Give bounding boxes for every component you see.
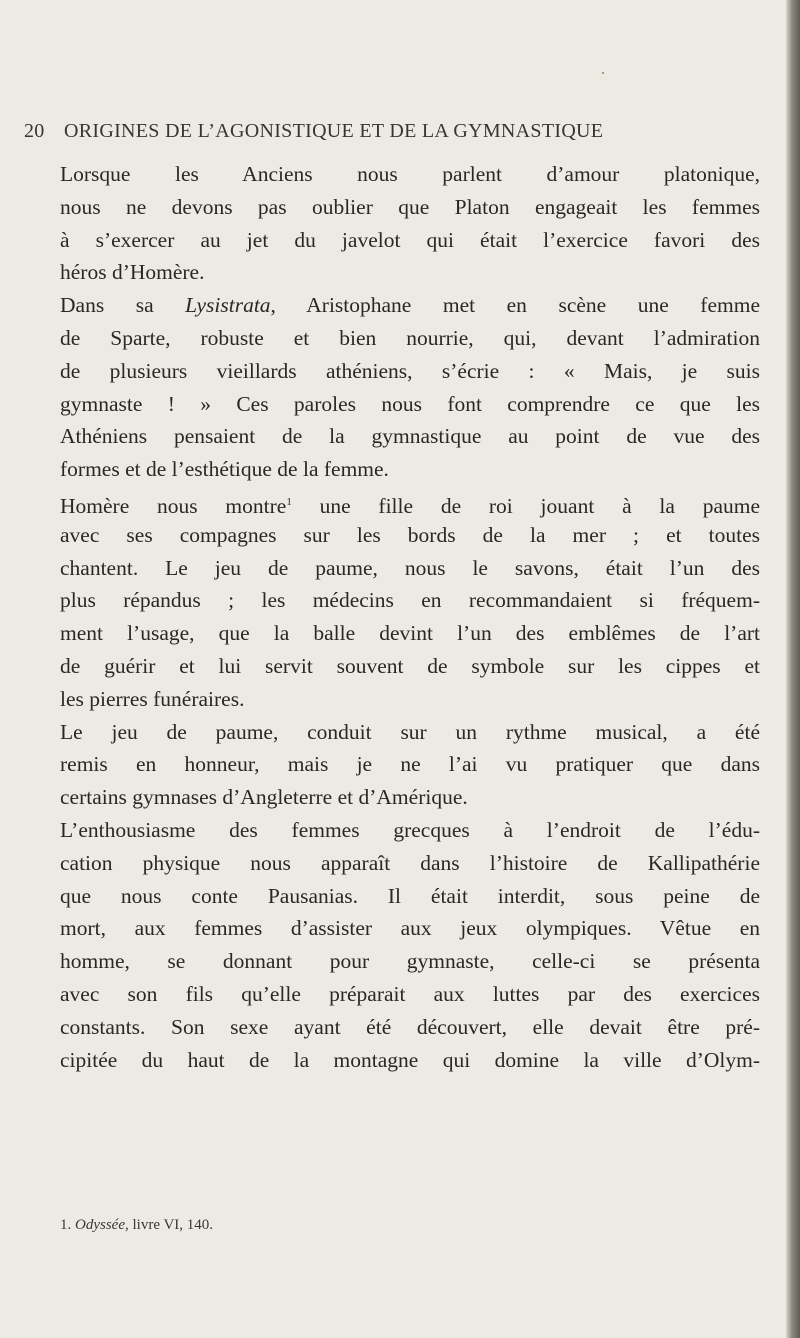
page-edge-shadow: [786, 0, 800, 1338]
text-line: cation physique nous apparaît dans l’histoire de Kallipathérie: [60, 850, 760, 875]
text-line: avec ses compagnes sur les bords de la mer ; et toutes: [60, 522, 760, 547]
text-fragment: Homère nous montre: [60, 494, 287, 519]
text-line: remis en honneur, mais je ne l’ai vu pratiquer que dans: [60, 752, 760, 777]
text-line: de guérir et lui servit souvent de symbole sur les cippes et: [60, 653, 760, 678]
text-line: à s’exercer au jet du javelot qui était l’exercice favori des: [60, 227, 760, 252]
footnote-marker: 1: [286, 495, 292, 508]
text-line: ment l’usage, que la balle devint l’un des emblêmes de l’art: [60, 621, 760, 646]
text-line: de plusieurs vieillards athéniens, s’écrie : « Mais, je suis: [60, 358, 760, 383]
footnote-number: 1.: [60, 1217, 72, 1233]
text-line: certains gymnases d’Angleterre et d’Amérique.: [60, 785, 468, 810]
text-line: L’enthousiasme des femmes grecques à l’endroit de l’édu-: [60, 817, 760, 842]
text-line: que nous conte Pausanias. Il était interdit, sous peine de: [60, 883, 760, 908]
text-line: Le jeu de paume, conduit sur un rythme musical, a été: [60, 719, 760, 744]
page-number: 20: [24, 120, 45, 142]
text-line: gymnaste ! » Ces paroles nous font comprendre ce que les: [60, 391, 760, 416]
footnote-text: , livre VI, 140.: [124, 1217, 214, 1233]
text-fragment: Dans sa: [60, 293, 154, 318]
footnote: [60, 1217, 213, 1234]
text-line: [60, 486, 760, 519]
running-title: ORIGINES DE L’AGONISTIQUE ET DE LA GYMNASTIQUE: [64, 120, 604, 142]
text-line: formes et de l’esthétique de la femme.: [60, 457, 389, 482]
text-line: homme, se donnant pour gymnaste, celle-ci se présenta: [60, 949, 760, 974]
text-line: les pierres funéraires.: [60, 686, 245, 711]
text-line: plus répandus ; les médecins en recommandaient si fréquem-: [60, 588, 760, 613]
footnote-title: Odyssée: [75, 1217, 125, 1233]
text-fragment: , Aristophane met en scène une femme: [270, 293, 760, 318]
text-line: Athéniens pensaient de la gymnastique au point de vue des: [60, 424, 760, 449]
text-line: avec son fils qu’elle préparait aux luttes par des exercices: [60, 981, 760, 1006]
text-line: Lorsque les Anciens nous parlent d’amour platonique,: [60, 162, 760, 186]
running-head: [24, 120, 724, 150]
text-line: cipitée du haut de la montagne qui domine la ville d’Olym-: [60, 1047, 760, 1072]
text-line: héros d’Homère.: [60, 260, 205, 285]
text-line: chantent. Le jeu de paume, nous le savons, était l’un des: [60, 555, 760, 580]
text-line: de Sparte, robuste et bien nourrie, qui, devant l’admiration: [60, 325, 760, 350]
work-title: Lysistrata: [185, 293, 271, 318]
paper-speck: [602, 72, 604, 74]
text-line: constants. Son sexe ayant été découvert, elle devait être pré-: [60, 1014, 760, 1039]
text-line: nous ne devons pas oublier que Platon engageait les femmes: [60, 194, 760, 219]
text-fragment: une fille de roi jouant à la paume: [291, 494, 761, 519]
body-text: [60, 158, 760, 1076]
text-line: mort, aux femmes d’assister aux jeux olympiques. Vêtue en: [60, 916, 760, 941]
text-line: [60, 289, 760, 322]
